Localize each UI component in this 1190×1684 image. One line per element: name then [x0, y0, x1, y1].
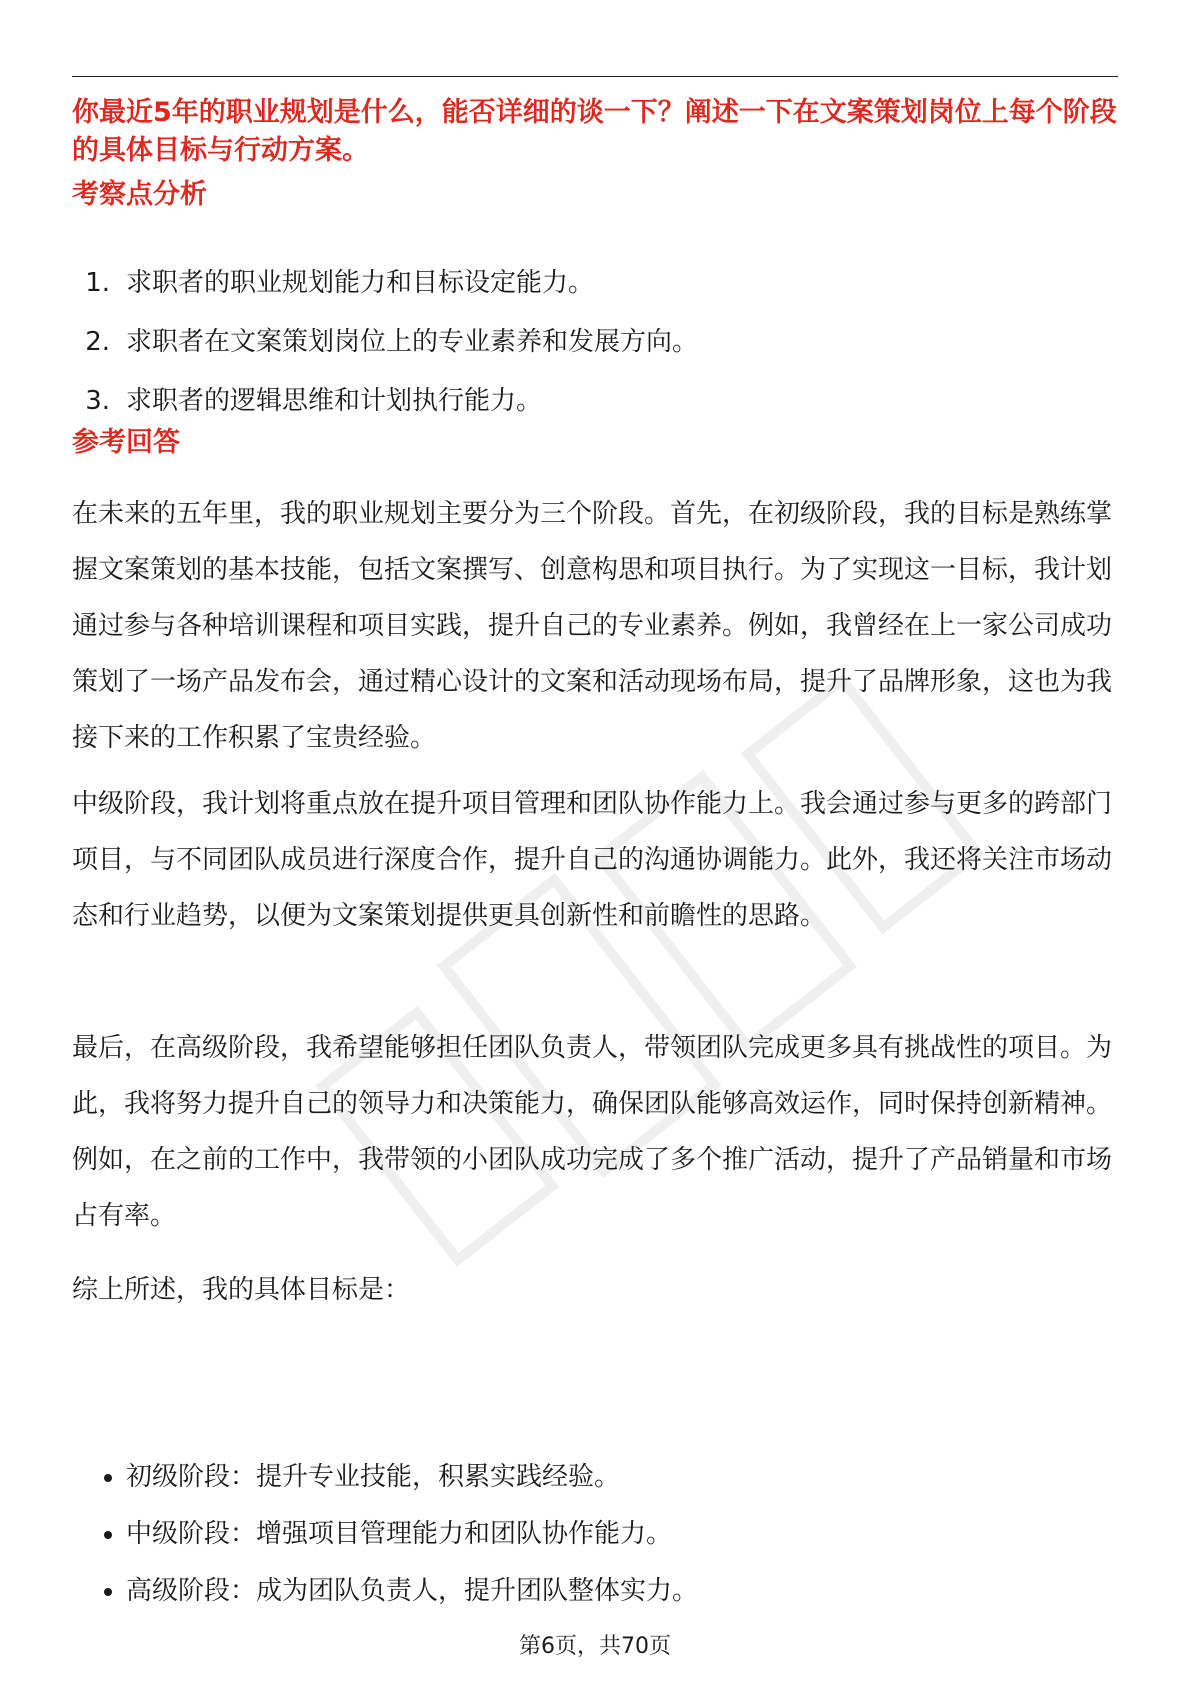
answer-paragraph-1: 在未来的五年里，我的职业规划主要分为三个阶段。首先，在初级阶段，我的目标是熟练掌握文案策划的基本技能，包括文案撰写、创意构思和项目执行。为了实现这一目标，我计划通过参与各种培训课程和项目实践，提升自己的专业素养。例如，我曾经在上一家公司成功策划了一场产品发布会，通过精心设计的文案和活动现场布局，提升了品牌形象，这也为我接下来的工作积累了宝贵经验。: [72, 499, 1113, 753]
answer-title: 参考回答: [72, 427, 180, 458]
answer-paragraph-2: 中级阶段，我计划将重点放在提升项目管理和团队协作能力上。我会通过参与更多的跨部门项目，与不同团队成员进行深度合作，提升自己的沟通协调能力。此外，我还将关注市场动态和行业趋势，以便为文案策划提供更具创新性和前瞻性的思路。: [72, 789, 1113, 931]
list-item: [72, 1515, 1118, 1572]
list-item: [72, 264, 1118, 323]
list-number: 2.: [85, 327, 110, 357]
list-item: [72, 1458, 1118, 1515]
list-item-text: 高级阶段：成为团队负责人，提升团队整体实力。: [126, 1576, 699, 1606]
goals-list: [72, 1458, 1118, 1629]
list-item-text: 求职者的职业规划能力和目标设定能力。: [126, 268, 595, 298]
list-item-text: 求职者的逻辑思维和计划执行能力。: [126, 386, 543, 416]
list-number: 1.: [85, 268, 110, 298]
answer-summary: 综上所述，我的具体目标是：: [72, 1275, 411, 1305]
list-item-text: 初级阶段：提升专业技能，积累实践经验。: [126, 1462, 621, 1492]
answer-paragraph-3: 最后，在高级阶段，我希望能够担任团队负责人，带领团队完成更多具有挑战性的项目。为此，我将努力提升自己的领导力和决策能力，确保团队能够高效运作，同时保持创新精神。例如，在之前的工作中，我带领的小团队成功完成了多个推广活动，提升了产品销量和市场占有率。: [72, 1033, 1113, 1231]
list-number: 3.: [85, 386, 110, 416]
bullet-icon: [72, 1572, 126, 1629]
list-item-text: 求职者在文案策划岗位上的专业素养和发展方向。: [126, 327, 699, 357]
top-rule: [72, 76, 1118, 77]
list-item: [72, 382, 1118, 441]
list-item: [72, 323, 1118, 382]
question-heading: 你最近5年的职业规划是什么，能否详细的谈一下？阐述一下在文案策划岗位上每个阶段的具体目标与行动方案。: [72, 97, 1117, 166]
list-item-text: 中级阶段：增强项目管理能力和团队协作能力。: [126, 1519, 673, 1549]
analysis-list: [72, 264, 1118, 441]
page-footer: 第6页，共70页: [519, 1634, 671, 1659]
analysis-title: 考察点分析: [72, 179, 207, 210]
bullet-icon: [72, 1515, 126, 1572]
bullet-icon: [72, 1458, 126, 1515]
list-item: [72, 1572, 1118, 1629]
